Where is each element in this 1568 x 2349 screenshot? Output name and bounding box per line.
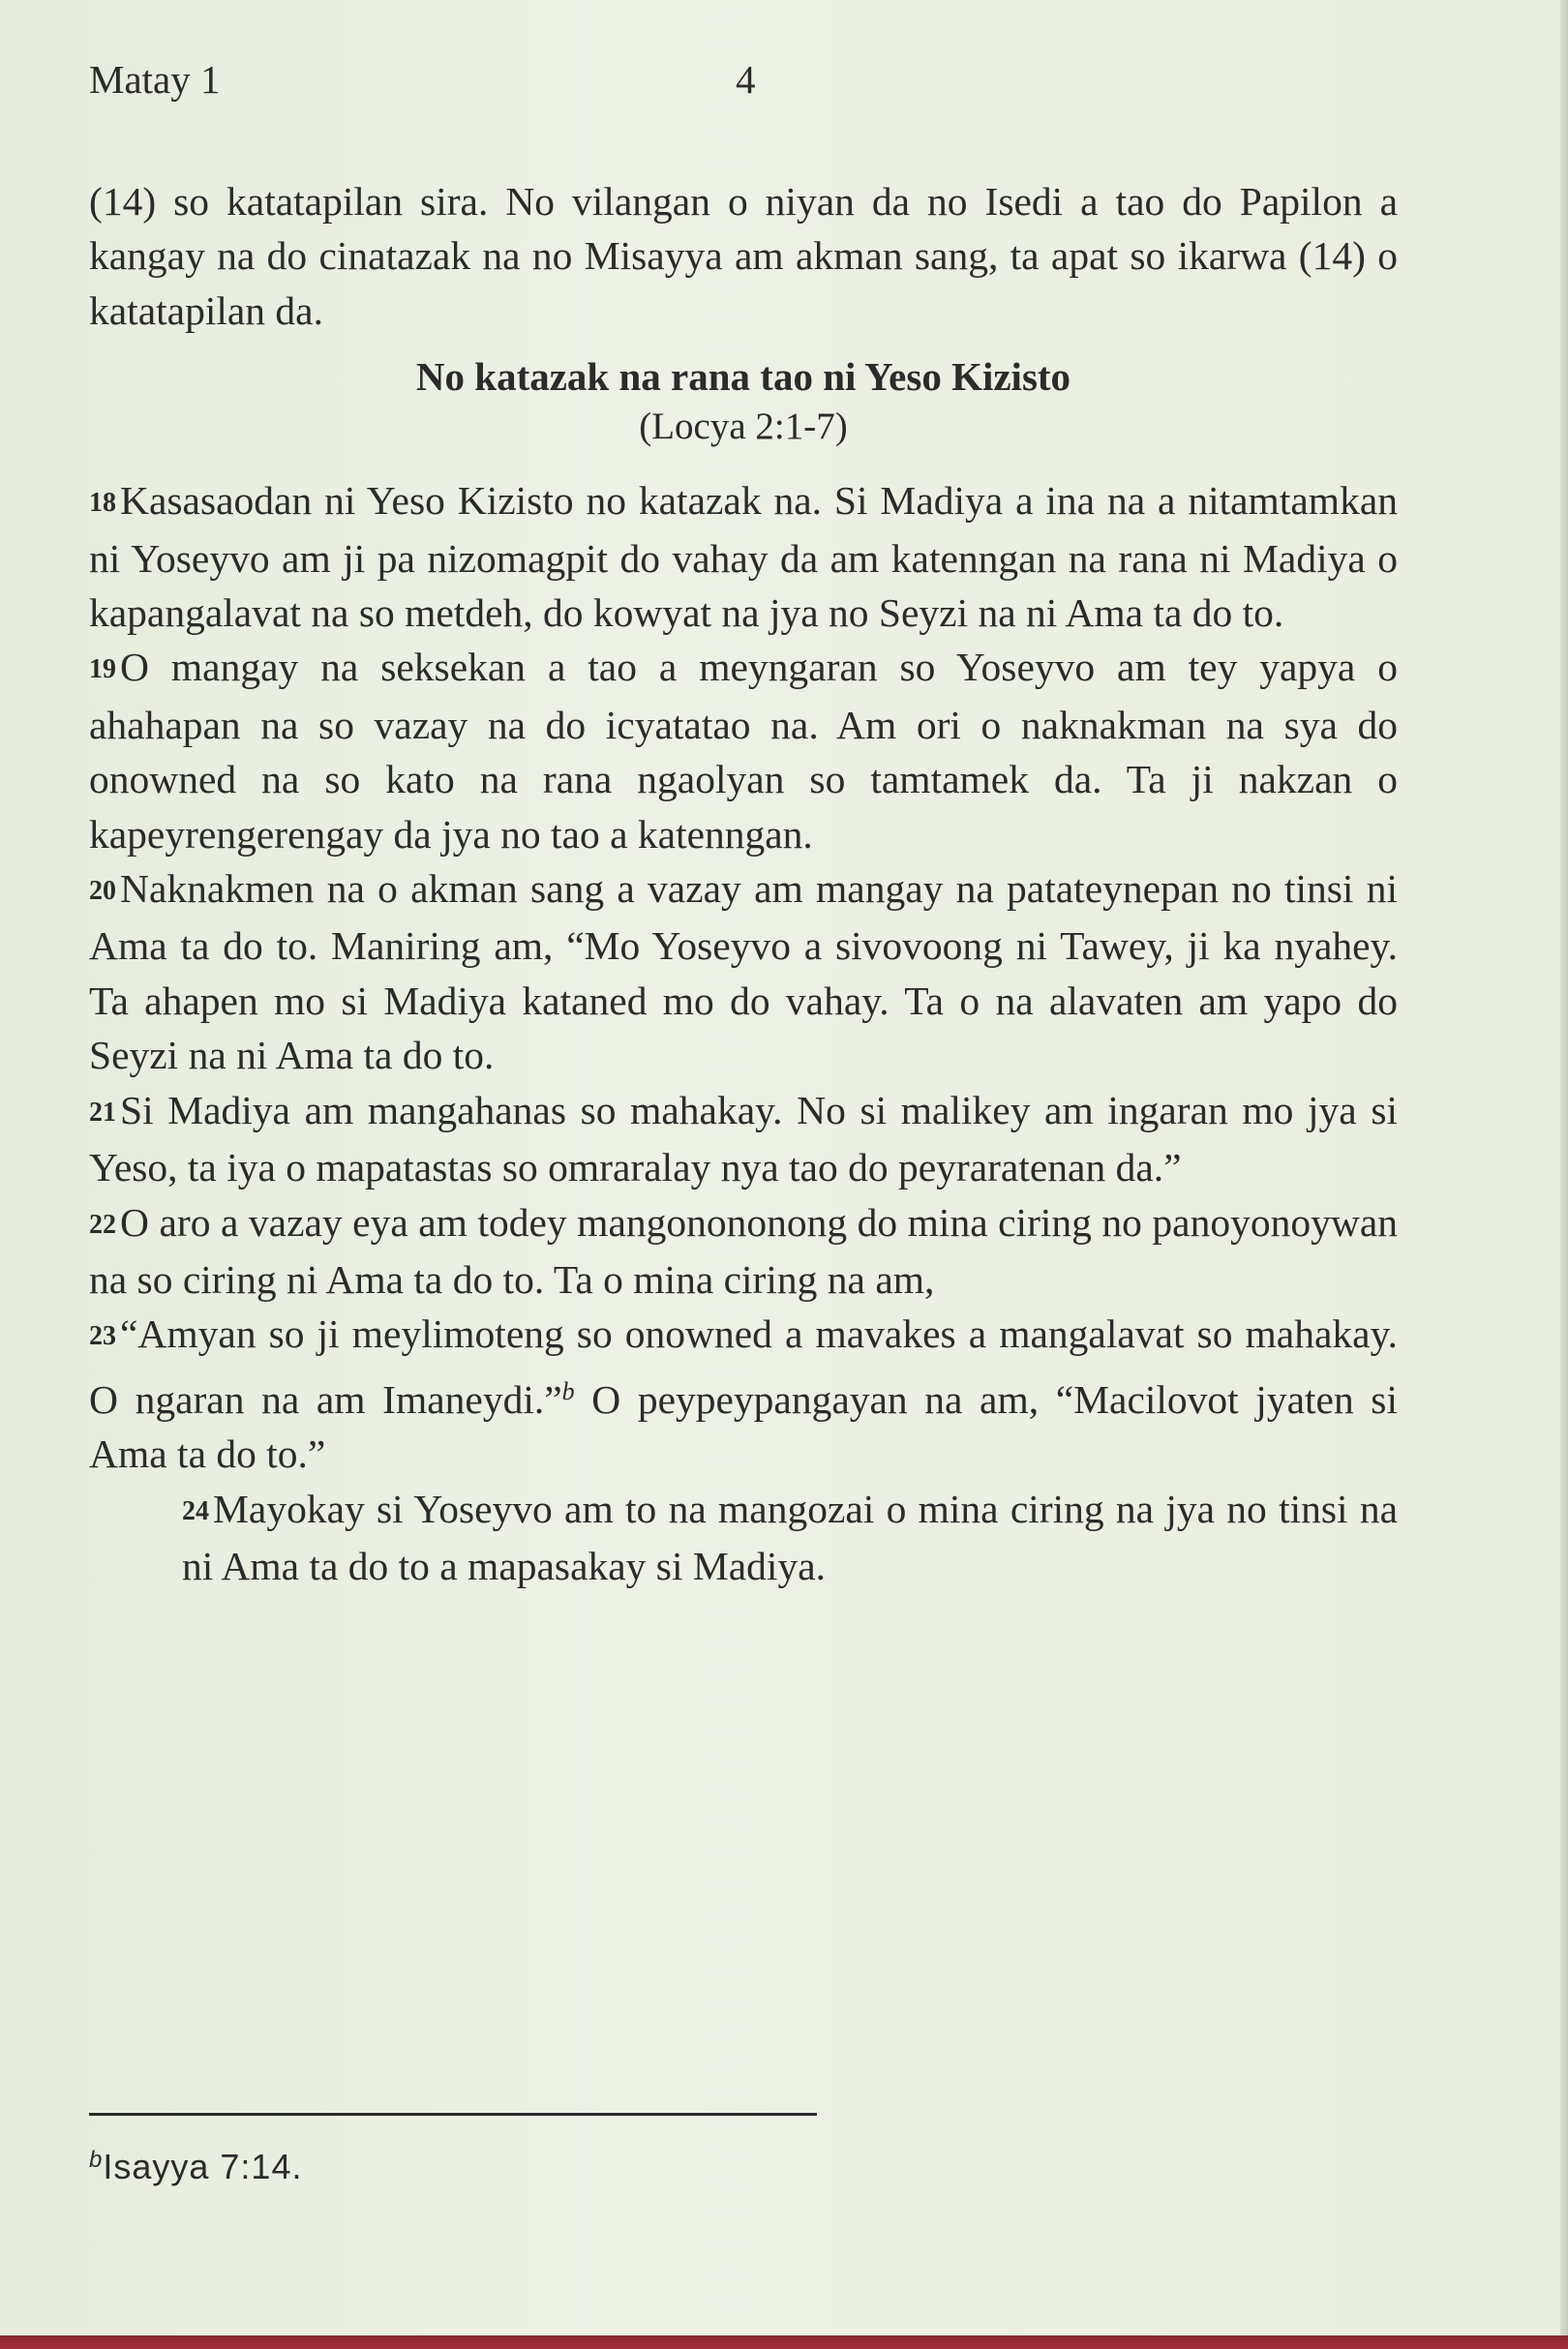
verse-19 xyxy=(89,640,1398,861)
book-cover-edge xyxy=(0,2335,1568,2349)
page-header xyxy=(89,56,1483,114)
verse-number: 22 xyxy=(89,1209,116,1240)
verse-18 xyxy=(89,473,1398,640)
verse-text: Kasasaodan ni Yeso Kizisto no katazak na. Si Madiya a ina na a nitamtamkan ni Yoseyvo am ji pa nizomagpit do vahay da am katenngan na rana ni Madiya o kapangalavat na so metdeh, do kowyat na jya no Seyzi na ni Ama ta do to. xyxy=(89,478,1398,636)
verse-text: Naknakmen na o akman sang a vazay am mangay na patateynepan no tinsi ni Ama ta do to. Maniring am, “Mo Yoseyvo a sivovoong ni Tawey, ji ka nyahey. Ta ahapen mo si Madiya kataned mo do vahay. Ta o na alavaten am yapo do Seyzi na ni Ama ta do to. xyxy=(89,866,1398,1078)
verse-text: Si Madiya am mangahanas so mahakay. No si malikey am ingaran mo jya si Yeso, ta iya o mapatastas so omraralay nya tao do peyraratenan da.” xyxy=(89,1087,1398,1190)
footnote-divider xyxy=(89,2113,817,2116)
footnote xyxy=(89,2147,302,2187)
page-right-edge xyxy=(1560,0,1568,2349)
footnote-label: b xyxy=(89,2147,104,2173)
verse-number: 24 xyxy=(182,1495,209,1526)
verse-text: O mangay na seksekan a tao a meyngaran so Yoseyvo am tey yapya o ahahapan na so vazay na do icyatatao na. Am ori o naknakman na sya do onowned na so kato na rana ngaolyan so tamtamek da. Ta ji nakzan o kapeyrengerengay da jya no tao a katenngan. xyxy=(89,645,1398,857)
verse-text: Mayokay si Yoseyvo am to na mangozai o mina ciring na jya no tinsi na ni Ama ta do to a mapasakay si Madiya. xyxy=(182,1486,1398,1588)
verse-21 xyxy=(89,1083,1398,1195)
verse-20 xyxy=(89,861,1398,1083)
running-head: Matay 1 xyxy=(89,57,221,102)
verse-text-continued: O peypeypangayan na am, “Macilovot jyaten si Ama ta do to.” xyxy=(89,1376,1398,1477)
verse-number: 19 xyxy=(89,654,116,685)
verse-number: 21 xyxy=(89,1097,116,1128)
page-number: 4 xyxy=(736,57,756,102)
verse-text: O aro a vazay eya am todey mangonononong do mina ciring no panoyonoywan na so ciring ni Ama ta do to. Ta o mina ciring na am, xyxy=(89,1199,1398,1302)
verse-number: 23 xyxy=(89,1321,116,1352)
verse-24 xyxy=(89,1482,1398,1594)
verse-23 xyxy=(89,1307,1398,1481)
section-reference: (Locya 2:1-7) xyxy=(639,406,848,448)
footnote-marker[interactable]: b xyxy=(561,1376,575,1405)
verse-number: 20 xyxy=(89,876,116,907)
footnote-text: Isayya 7:14. xyxy=(103,2147,303,2186)
main-text xyxy=(89,174,1398,1593)
section-heading: No katazak na rana tao ni Yeso Kizisto xyxy=(415,354,1071,400)
verse-number: 18 xyxy=(89,488,116,519)
verse-22 xyxy=(89,1195,1398,1308)
intro-paragraph: (14) so katatapilan sira. No vilangan o niyan da no Isedi a tao do Papilon a kangay na do cinatazak na no Misayya am akman sang, ta apat so ikarwa (14) o katatapilan da. xyxy=(89,179,1398,333)
verse-text: “Amyan so ji meylimoteng so onowned a mavakes a mangalavat so mahakay. O ngaran na am Imaneydi.” xyxy=(89,1311,1398,1422)
